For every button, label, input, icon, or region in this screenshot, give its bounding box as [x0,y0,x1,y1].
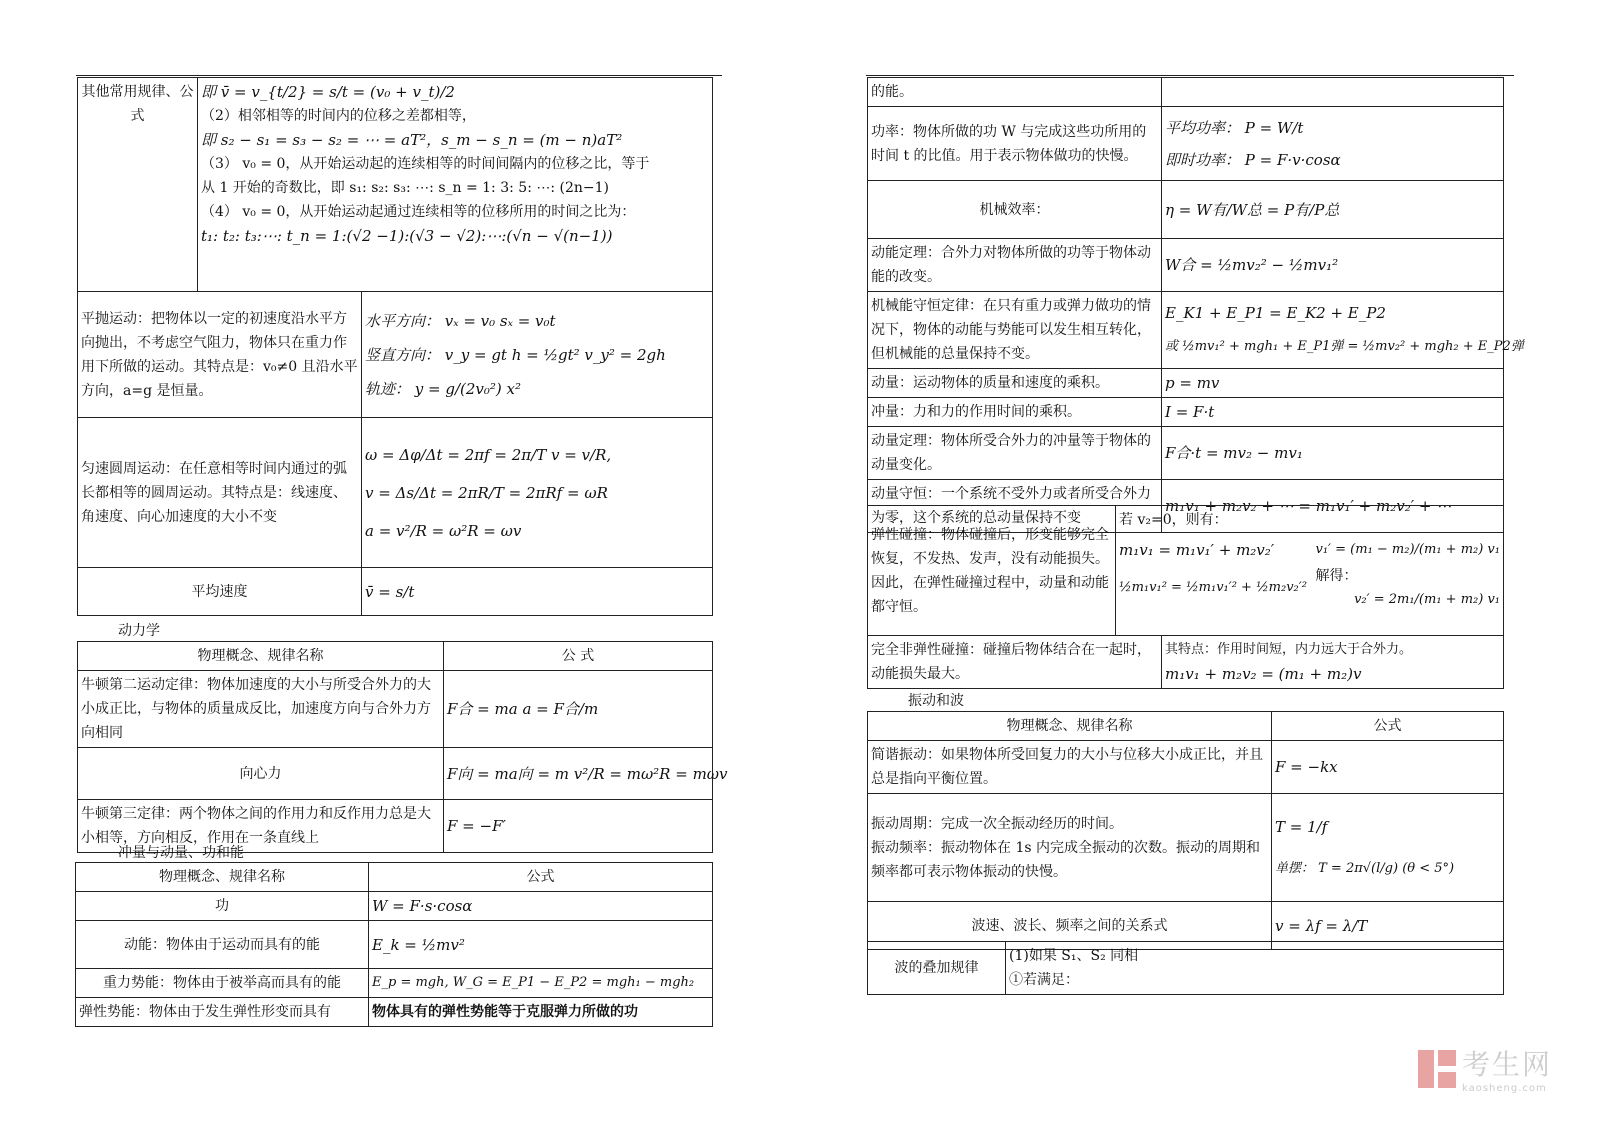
elastic-energy-label: 弹性势能：物体由于发生弹性形变而具有 [76,998,369,1027]
momentum-table [867,77,1524,533]
dynamics-table [77,641,728,853]
period-desc: 振动周期：完成一次全振动经历的时间。 振动频率：振动物体在 1s 内完成全振动的次数。振动的周期和频率都可表示物体振动的快慢。 [868,794,1272,902]
wave-table [867,711,1504,950]
momentum-conservation-formula: m₁v₁ + m₂v₂ + ⋯ = m₁v₁′ + m₂v₂′ + ⋯ [1162,480,1504,533]
wave-relation-label: 波速、波长、频率之间的关系式 [868,902,1272,950]
empty-cell [1162,78,1504,107]
logo-url: kaosheng.com [1461,1083,1547,1094]
newton2-desc: 牛顿第二运动定律：物体加速度的大小与所受合外力的大小成正比，与物体的质量成反比，加速度方向与合外力方向相同 [78,671,444,748]
momentum-theorem-desc: 动量定理：物体所受合外力的冲量等于物体的动量变化。 [868,427,1162,480]
projectile-desc: 平抛运动：把物体以一定的初速度沿水平方向抛出，不考虑空气阻力，物体只在重力作用下所做的运动。其特点是：v₀≠0 且沿水平方向，a=g 是恒量。 [78,292,362,418]
wave-relation-formula: v = λf = λ/T [1272,902,1504,950]
work-header-name: 物理概念、规律名称 [76,863,369,892]
dynamics-title: 动力学 [118,623,160,639]
avg-velocity-line: 即 v̄ = v_{t/2} = s/t = (v₀ + v_t)/2 [201,83,455,101]
momentum-theorem-formula: F合·t = mv₂ − mv₁ [1162,427,1504,480]
logo-mark-icon [1418,1050,1456,1088]
momentum-conservation-desc: 动量守恒：一个系统不受外力或者所受合外力为零，这个系统的总动量保持不变 [868,480,1162,533]
logo-name: 考生网 [1461,1048,1552,1081]
efficiency-formula: η = W有/W总 = P有/P总 [1162,181,1504,239]
elastic-collision-desc: 弹性碰撞：物体碰撞后，形变能够完全恢复，不发热、发声，没有动能损失。因此，在弹性碰撞过程中，动量和动能都守恒。 [868,506,1116,636]
work-energy-table [75,862,713,1027]
average-velocity-formula: v̄ = s/t [362,568,713,616]
dyn-header-name: 物理概念、规律名称 [78,642,444,671]
circular-motion-formulas: ω = Δφ/Δt = 2πf = 2π/T v = v/R, v = Δs/Δt = 2πR/T = 2πRf = ωR a = v²/R = ω²R = ωv [362,418,713,568]
potential-energy-formula: E_p = mgh, W_G = E_P1 − E_P2 = mgh₁ − mgh₂ [369,969,713,998]
newton3-formula: F = −F′ [444,800,713,853]
kinematics-table [77,77,713,616]
work-energy-title: 冲量与动量、功和能 [118,845,244,861]
newton2-formula: F合 = ma a = F合/m [444,671,713,748]
work-label: 功 [76,892,369,921]
average-velocity-label: 平均速度 [78,568,362,616]
potential-energy-label: 重力势能：物体由于被举高而具有的能 [76,969,369,998]
left-top-rule [76,75,722,76]
inelastic-collision-desc: 完全非弹性碰撞：碰撞后物体结合在一起时，动能损失最大。 [868,636,1162,689]
inelastic-collision-formulas: 其特点：作用时间短，内力远大于合外力。 m₁v₁ + m₂v₂ = (m₁ + m₂)v [1162,636,1504,689]
kaosheng-logo [1418,1043,1552,1094]
shm-desc: 简谐振动：如果物体所受回复力的大小与位移大小成正比，并且总是指向平衡位置。 [868,741,1272,794]
momentum-formula: p = mv [1162,369,1504,398]
right-top-rule [866,75,1514,76]
mech-energy-desc: 机械能守恒定律：在只有重力或弹力做功的情况下，物体的动能与势能可以发生相互转化，但机械能的总量保持不变。 [868,292,1162,369]
power-desc: 功率：物体所做的功 W 与完成这些功所用的时间 t 的比值。用于表示物体做功的快慢。 [868,107,1162,181]
centripetal-formula: F向 = ma向 = m v²/R = mω²R = mωv [444,748,713,800]
vibration-wave-title: 振动和波 [908,693,964,709]
efficiency-label: 机械效率： [868,181,1162,239]
impulse-formula: I = F·t [1162,398,1504,427]
projectile-formulas: 水平方向： vₓ = v₀ sₓ = v₀t 竖直方向： v_y = gt h = ½gt² v_y² = 2gh 轨迹： y = g/(2v₀²) x² [362,292,713,418]
elastic-energy-formula: 物体具有的弹性势能等于克服弹力所做的功 [369,998,713,1027]
mech-energy-formulas: E_K1 + E_P1 = E_K2 + E_P2 或 ½mv₁² + mgh₁ + E_P1弹 = ½mv₂² + mgh₂ + E_P2弹 [1162,292,1504,369]
dyn-header-formula: 公 式 [444,642,713,671]
work-header-formula: 公式 [369,863,713,892]
wave-header-formula: 公式 [1272,712,1504,741]
elastic-energy-cont: 的能。 [868,78,1162,107]
impulse-desc: 冲量：力和力的作用时间的乘积。 [868,398,1162,427]
ke-theorem-desc: 动能定理：合外力对物体所做的功等于物体动能的改变。 [868,239,1162,292]
power-formulas: 平均功率： P = W/t 即时功率： P = F·v·cosα [1162,107,1504,181]
newton3-desc: 牛顿第三定律：两个物体之间的作用力和反作用力总是大小相等，方向相反，作用在一条直线上 [78,800,444,853]
circular-motion-desc: 匀速圆周运动：在任意相等时间内通过的弧长都相等的圆周运动。其特点是：线速度、角速度、向心加速度的大小不变 [78,418,362,568]
ke-theorem-formula: W合 = ½mv₂² − ½mv₁² [1162,239,1504,292]
superposition-label: 波的叠加规律 [868,942,1006,995]
momentum-desc: 动量：运动物体的质量和速度的乘积。 [868,369,1162,398]
period-formulas: T = 1/f 单摆： T = 2π√(l/g) (θ < 5°) [1272,794,1504,902]
inelastic-table [867,635,1504,689]
kinetic-energy-formula: E_k = ½mv² [369,921,713,969]
superposition-content: (1)如果 S₁、S₂ 同相 ①若满足： [1006,942,1504,995]
shm-formula: F = −kx [1272,741,1504,794]
collision-table [867,505,1504,636]
centripetal-label: 向心力 [78,748,444,800]
other-rules-content: 即 v̄ = v_{t/2} = s/t = (v₀ + v_t)/2 （2）相邻相等的时间内的位移之差都相等， 即 s₂ − s₁ = s₃ − s₂ = ⋯ = aT²，s_m − s_n = (m − n)aT² （3） v₀ = 0，从开始运动起的连续相等的时间间隔内的位移之比，等于 从 1 开始的奇数比，即 s₁: s₂: s₃: ⋯: s_n = 1: 3: 5: ⋯: (2n−1) （4） v₀ = 0，从开始运动起通过连续相等的位移所用的时间之比为： t₁: t₂: t₃:⋯: t_n = 1:(√2 −1):(√3 − √2):⋯:(√n − √(n−1)) [198,78,713,292]
superposition-table [867,941,1504,995]
elastic-collision-formulas: 若 v₂=0，则有： m₁v₁ = m₁v₁′ + m₂v₂′ ½m₁v₁² = ½m₁v₁′² + ½m₂v₂′² v₁′ = (m₁ − m₂)/(m₁ + m₂) v₁ 解得： v₂′ = 2m₁/(m₁ + m₂) v₁ [1116,506,1504,636]
kinetic-energy-label: 动能：物体由于运动而具有的能 [76,921,369,969]
wave-header-name: 物理概念、规律名称 [868,712,1272,741]
other-rules-label: 其他常用规律、公式 [78,78,198,292]
work-formula: W = F·s·cosα [369,892,713,921]
